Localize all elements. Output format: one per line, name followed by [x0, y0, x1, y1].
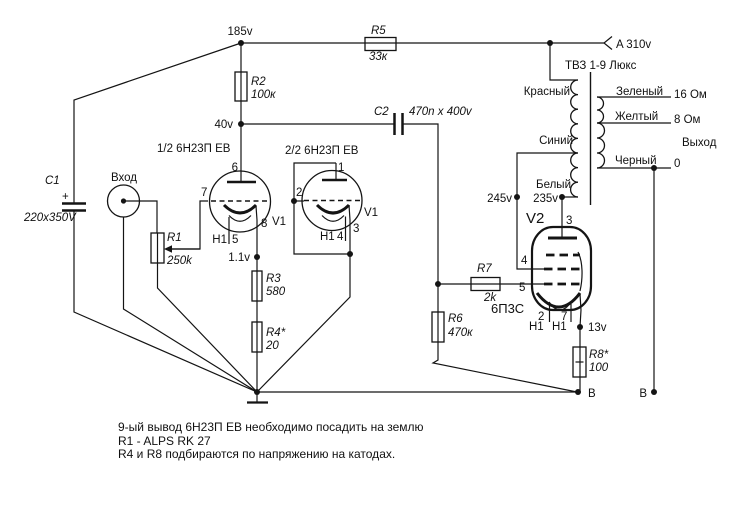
v2-pin-h-left: 2 [538, 311, 545, 323]
node-b1 [575, 389, 581, 395]
t2-heater-pin: 4 [337, 231, 344, 243]
node-1-1v [254, 254, 260, 260]
a-terminal-label: A 310v [616, 39, 652, 51]
primary-red-label: Красный [523, 86, 570, 98]
r8-name: R8* [589, 349, 609, 361]
t2-designator: V1 [364, 207, 379, 219]
note-line-3: R4 и R8 подбираются по напряжению на катодах. [118, 447, 396, 461]
input-jack-pin [121, 198, 126, 203]
t1-heater-label: H1 [212, 234, 227, 246]
wire-t1-cathode [256, 206, 257, 257]
r5-value: 33к [369, 51, 388, 63]
v2-heater-label-left: H1 [529, 321, 544, 333]
t1-pin-grid: 7 [201, 187, 208, 199]
t2-pin-grid: 2 [296, 187, 303, 199]
r5-name: R5 [371, 25, 386, 37]
node-ground-main [254, 389, 260, 395]
r8-value: 100 [589, 362, 609, 374]
node-r7-r6 [435, 281, 441, 287]
v2-designator: V2 [526, 210, 545, 227]
c2-value: 470n x 400v [409, 106, 472, 118]
v2-pin-grid: 5 [519, 282, 526, 294]
output-transformer [571, 72, 605, 205]
secondary-green-label: Зеленый [616, 86, 664, 98]
t2-heater-arc [322, 216, 344, 222]
voltage-245v: 245v [487, 193, 512, 205]
c1-plus: + [62, 191, 69, 203]
secondary-black-label: Черный [615, 155, 657, 167]
node-red-bplus [547, 40, 553, 46]
voltage-13v: 13v [588, 322, 607, 334]
v2-type: 6П3С [491, 301, 525, 316]
v2-pin-plate: 3 [566, 215, 573, 227]
t2-pin-plate: 1 [338, 162, 345, 174]
c2-name: C2 [374, 106, 389, 118]
r3-value: 580 [266, 286, 286, 298]
t2-pin-cathode: 3 [353, 223, 360, 235]
wire-c2-right [403, 124, 439, 284]
capacitor-c2-plates [395, 113, 403, 135]
r6-name: R6 [448, 313, 463, 325]
r6-value: 470к [448, 327, 473, 339]
r1-name: R1 [167, 232, 182, 244]
voltage-1-1v: 1.1v [228, 252, 250, 264]
node-235v [559, 194, 565, 200]
capacitor-c1-plates [62, 204, 86, 211]
v2-cathode-arc [537, 293, 580, 307]
node-245v [514, 194, 520, 200]
wire-r1-gnd [158, 263, 258, 392]
r4-value: 20 [266, 340, 279, 352]
node-13v [577, 324, 583, 330]
tap-0-label: 0 [674, 158, 681, 170]
t1-designator: V1 [272, 216, 287, 228]
v2-heater-label-right: H1 [552, 321, 567, 333]
voltage-235v: 235v [533, 193, 558, 205]
r2-name: R2 [251, 76, 266, 88]
t2-heater-label: H1 [320, 231, 335, 243]
resistor-r5-body [365, 38, 396, 51]
c1-name: C1 [45, 175, 60, 187]
primary-blue-label: Синий [539, 135, 573, 147]
labels [23, 25, 717, 461]
r1-value: 250k [167, 255, 192, 267]
note-line-2: R1 - ALPS RK 27 [118, 434, 211, 448]
voltage-185v: 185v [227, 26, 253, 38]
secondary-yellow-label: Желтый [615, 111, 659, 123]
tube-v2 [532, 227, 591, 322]
b-terminal-1: B [588, 388, 596, 400]
b-terminal-2: B [639, 388, 647, 400]
tap-8ohm-label: 8 Ом [674, 114, 701, 126]
node-b2 [651, 389, 657, 395]
t1-heater-arc [229, 216, 251, 222]
r3-name: R3 [266, 273, 281, 285]
transformer-secondary-winding [597, 97, 605, 168]
note-line-1: 9-ый вывод 6Н23П ЕВ необходимо посадить на землю [118, 420, 424, 434]
node-t2-cathode [347, 251, 353, 257]
output-label: Выход [682, 137, 717, 149]
t2-title: 2/2 6Н23П ЕВ [285, 145, 359, 157]
r7-name: R7 [477, 263, 492, 275]
v2-pin-screen: 4 [521, 255, 528, 267]
t2-cathode-arc [317, 205, 349, 213]
transformer-title: ТВЗ 1-9 Люкс [565, 60, 637, 72]
r1-wiper-arrow [164, 245, 172, 252]
voltage-40v: 40v [214, 119, 233, 131]
a-terminal-chevron [604, 37, 612, 50]
node-40v [238, 121, 244, 127]
t1-pin-plate: 6 [231, 162, 238, 174]
wire-input-signal [124, 201, 158, 233]
t1-title: 1/2 6Н23П ЕВ [157, 143, 231, 155]
primary-white-label: Белый [536, 179, 571, 191]
r2-value: 100к [251, 89, 276, 101]
junction-dots [238, 40, 657, 395]
node-185v [238, 40, 244, 46]
v2-pin-h-right: 7 [561, 311, 568, 323]
t1-heater-pin: 5 [232, 234, 239, 246]
c1-value: 220x350V [24, 212, 76, 224]
input-label: Вход [110, 172, 138, 184]
t1-cathode-arc [224, 205, 256, 213]
r4-name: R4* [266, 327, 286, 339]
tap-16ohm-label: 16 Ом [674, 89, 707, 101]
r7-value: 2k [484, 292, 497, 304]
t1-pin-cathode: 8 [261, 218, 268, 230]
